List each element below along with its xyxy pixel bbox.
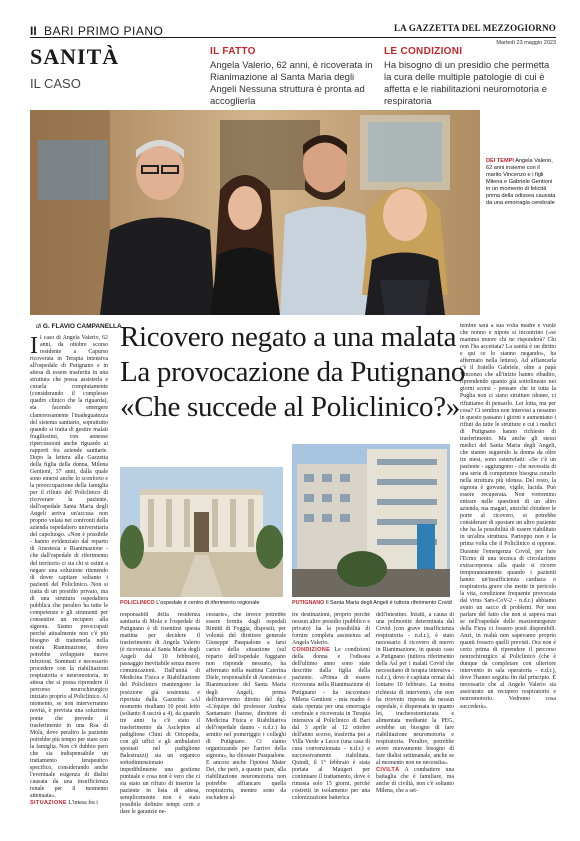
column-text: tre destinazioni, proprio perché nessun altro presidio (pubblico e privato) ha la possibilità di fornire completa assistenza ad Angela Valerio. [292, 612, 370, 647]
policlinico-caption [120, 600, 259, 606]
section-subkicker: IL CASO [30, 76, 81, 91]
caption-lead: PUTIGNANO [292, 600, 325, 606]
headline-line-1: Ricovero negato a una malata [120, 321, 457, 353]
column-text: tembre sarà a sua volta madre e vuole che nonno e nipote si incontrino («se mamma muore chi ne risponderà? Chi non l'ha accettata? La sanità è un diritto e qui ce lo stanno negando», ha affermato nella lettera). Ad affiancarla c'è il fratello Gabriele, oltre a papà Vincenzo che all'inizio hanno ribadito, riprendendo quanto già sottolineato nei giorni scorsi - pensare che in tutta la Puglia non ci siano strutture idonee, ci rifiutiamo di pensarlo. Lei lotta, ma per cosa? Ci sembra non interessi a nessuno in questo passano i giorni e aumentano i rifiuti da tutte le strutture e cui i medici di Putignano hanno richiesto di trasferimento. Ma anche gli stessi medici del Santa Maria degli Angeli, che stanno seguendo la donna da oltre tre mesi, sono esterrefatti: «Se c'è un paziente - aggiungono - che necessita di una serie di competenze bisogna curarlo nella struttura più idonea. Del resto, la signora è giovane, vigile, lucida. Può essere recuperata. Non vorremmo entrare nelle questioni di un altro azienda, ma magari, anziché chiudere le porte al ricovero, si potrebbe considerare di spostare un altro paziente che ha la possibilità di essere riabilitato in un'altra struttura. Partoppo non è la prima volta che il Policlinico si oppone. Durante l'emergenza Covid, per fare l'Ecmo di una tecnica di circolazione extracorporea alla quale si ricorre temporaneamente quando i pazienti hanno un'insufficienza cardiaca o respiratoria grave che mette in pericolo la vita, condizione frequente provocata dal virus Sars-CoV-2 - n.d.r.) abbiamo avuto un sacco di problemi. Per non parlare del fatto che non si sapeva mai se nell'ospedale delle maxiemergenze della Fiera ci fossero posti disponibili. Anzi, in realtà non sapevamo proprio quanti fossero quelli previsti. Ora non è certo prima di riprendere il percorso neurochirurgico al Policlinico (che è dunque da completare con ulteriore intervento in sala operatoria - n.d.r.), dove l'hanno seguita fin dal principio. È necessario che al Angelo Valerio sia assicurato un recupero respiratorio e neuromotorio. Vedremo cosa succederà». [460, 323, 556, 710]
blurb-title: LE CONDIZIONI [384, 46, 463, 57]
article-column-5 [376, 612, 454, 817]
blurb-text: Angela Valerio, 62 anni, è ricoverata in Rianimazione al Santa Maria degli Angeli Nessuna struttura è pronta ad accoglierla [210, 60, 373, 107]
headline [120, 320, 466, 425]
column-text: dell'intestino. Infatti, a causa di una polmonite determinata dal Covid (con grave insufficienza respiratoria - n.d.r.), è stato necessario il ricovero di nuovo in Rianimazione, in questo caso a Putignano (tuttora riferimento della Asl per i malati Covid che necessitano di terapia intensiva - n.d.r.), dove è capitata ormai dal lontano 10 febbraio. La nostra richiesta di intervento, che non ha ricevuto risposta da nessun ospedale, è dispensata in quanto lei, tracheostomizzata e alimentata mediante la PEG, avrebbe un bisogno di fare riabilitazione neuromotoria e respiratoria. Peraltro, potrebbe avere nuovamente bisogno di fare dialisi settimanale, anche se al momento non ne necessita». [376, 612, 454, 766]
masthead: LA GAZZETTA DEL MEZZOGIORNO [393, 23, 556, 33]
subhead-label: SITUAZIONE [30, 800, 67, 807]
subhead-label: CIVILTÀ [376, 767, 400, 774]
caption-text: Il Santa Maria degli Angeli è tuttora riferimento Covid [325, 600, 452, 606]
family-photo [30, 110, 480, 315]
blurb-text: Ha bisogno di un presidio che permetta la cura delle multiple patologie di cui è affetta e le riabilitazioni neuromotoria e respiratoria [384, 60, 550, 107]
column-text: cessarie», che invece potrebbe essere fornita dagli ospedali Rimitti di Foggia, dispositi, per volontà del direttore generale Giuseppe Pasqualone a farsi carico della situazione (sul reparto dell'ospedale foggiano non risponde nessuno, ha affermato nella mattina Caterina Diele, responsabile di Anestesia e Rianimazione del Santa Maria degli Angeli, prima dell'intervento diretto del dg). «L'équipe del professor Andrea Santamato (barese, direttore di Medicina Fisica e Riabilitativa dell'ospedale dauno - n.d.r.) ha sentito nel pomeriggio i colleghi di Putignano. Ci siamo organizzando per l'arrivo della signora», ha chiosato Pasqualone. E ancora anche l'ipotesi Mater Dei, che però, a quanto pare, alla riabilitazione neuromotoria non potrebbe affiancare quella respiratoria, mentre sono da escludere al- [206, 612, 286, 802]
blurb-fact [210, 46, 378, 108]
article-column-2 [120, 612, 200, 817]
photo-caption-text: Angela Valerio, 62 anni insieme con il marito Vincenzo e i figli Milena e Gabriele Gentioni in un momento di felicità prima della odissea causata da una emorragia cerebrale [486, 158, 556, 206]
article-column-4 [292, 612, 370, 817]
blurb-title: IL FATTO [210, 46, 256, 57]
column-text-tail: A combattere una battaglia che è familiare, ma anche di civiltà, non c'è soltanto Milena, che a set- [376, 767, 454, 795]
column-text-tail: Le condizioni della donna e l'odissea dell'ultimo anno sono state descritte dalla figlia della paziente. «Prima di essere ricoverata nella Rianimazione di Putignano - ha raccontato Milena Gentioni - mia madre è stata operata per una emorragia cerebrale e ricoverata in Terapia intensiva al Policlinico di Bari dal 3 aprile al 12 ottobre dell'anno scorso, trasferita poi a Villa Verde a Lecce (una casa di cura convenzionata - n.d.r.) e successivamente riabilitata. Quindi, il 1° febbraio è stata portata al Maugeri per continuare il trattamento, dove è rimasta solo 15 giorni, perché costretti in isolamento per una colonizzazione batterica [292, 647, 370, 802]
article-column-1 [30, 335, 108, 815]
byline [36, 323, 122, 330]
photo-caption-lead: DEI TEMPI [486, 158, 514, 164]
byline-author: G. FLAVIO CAMPANELLA [42, 323, 122, 330]
byline-prefix: di [36, 323, 42, 330]
article-column-6 [460, 323, 556, 817]
section-kicker: SANITÀ [30, 44, 120, 69]
photo-caption [486, 158, 556, 207]
putignano-caption [292, 600, 452, 606]
putignano-photo [292, 444, 450, 597]
column-text: responsabili della residenza sanitaria di Mola e l'ospedale di Putignano è di risentirsi questa mattina per decidere il trasferimento di Angela Valerio (è ricoverata al Santa Maria degli Angeli dal 10 febbraio), passaggio inevitabile senza nuove comunicazioni. Dall'unità di Medicina Fisica e Riabilitazione del Policlinico mantengono la posizione già sostenuta e riportata dalla Gazzetta: «Al momento risultano 10 posti letto (soltanto 8 uscirà a 4), da quando tre anni fa c'è stato il trasferimento da Asclepios al padiglione Chini di Ortopedia, con gli uffici e gli ambulatori spostati nel padiglione Balestrazzi) sia un organico sottodimensionato impedibilmente una gestione puntuale e cosa non è vero che ci sia stato un rifiuto di inserire la paziente in lista di attesa, semplicemente non è stato possibile definire tempi certi e dare le garanzie ne- [120, 612, 200, 816]
subhead-label: CONDIZIONE [292, 647, 331, 654]
page-number: II [30, 24, 37, 38]
policlinico-illustration [120, 467, 283, 597]
policlinico-photo [120, 467, 283, 597]
blurb-conditions [384, 46, 556, 108]
caption-text: L'ospedale è centro di riferimento regionale [156, 600, 260, 606]
caption-lead: POLICLINICO [120, 600, 155, 606]
article-column-3 [206, 612, 286, 817]
headline-line-2: La provocazione da Putignano [120, 356, 466, 388]
drop-cap: I [30, 335, 38, 359]
section-name: BARI PRIMO PIANO [44, 24, 164, 38]
issue-date: Martedì 23 maggio 2023 [496, 40, 556, 46]
headline-line-3: «Che succede al Policlinico?» [120, 391, 460, 423]
family-photo-illustration [30, 110, 480, 315]
page-header [30, 24, 556, 38]
column-text: l caso di Angela Valerio, 62 anni, da ottobre scorso residente a Capurso ricoverata in Terapia intensiva all'ospedale di Putignano e in attesa di essere trasferita in una struttura che possa assisterla e curarla compiutamente (considerando il complesso quadro clinico che la riguarda), sta facendo emergere clamorosamente l'inadeguatezza del sistema sanitario, soprattutto quando si tratta di gestire malati fragilissimi, con annesse ripercussioni anche riguardo ai rapporti fra aziende sanitarie. Dopo la lettera alla Gazzetta della figlia della donna, Milena Gentioni, 37 anni, dalla quale sono emersi anche lo sconforto e la preoccupazione della famiglia per il rifiuto del Policlinico di ricoverare la paziente, dall'ospedale Santa Maria degli Angeli arriva un'accusa non proprio velata nei confronti della azienda ospedaliero universitaria del capoluogo. «Non è possibile - hanno evidenziato dal reparto di Anestesia e Rianimazione - che dall'ospedale di riferimento del territorio ci sia chi si ostini a negare una soluzione ritenendo di dover capitare soltanto i pazienti del Policlinico. Non si tratta di un presidio privato, ma di una struttura ospedaliera pubblica che peraltro ha tutte le competenze e gli strumenti per consentire un recupero alla signora. Siamo preoccupati perché attualmente non c'è più bisogno di trattenerla nella nostra Rianimazione, dove potrebbe sviluppare nuove infezioni. Sommati e necessario procedere con la riabilitazioni respiratoria e neuromotoria, in attesa che si possa riprendere il percorso neurochirurgico iniziato proprio al Policlinico. Al momento, se non interverranno novità, è prevista una soluzione ponte che prevede il trasferimento in una Rsa di Mola, dove peraltro la paziente potrebbe più tempo per stare con la famiglia. Non c'è dubbio però che sia indispensabile un trattamento terapeutico specifico, considerando anche l'eventuale esigenza di dialisi causata da una insufficienza renale per il momento attenuata». [30, 335, 108, 800]
putignano-illustration [292, 444, 450, 597]
column-text-tail: L'intesa fra i [68, 800, 98, 807]
